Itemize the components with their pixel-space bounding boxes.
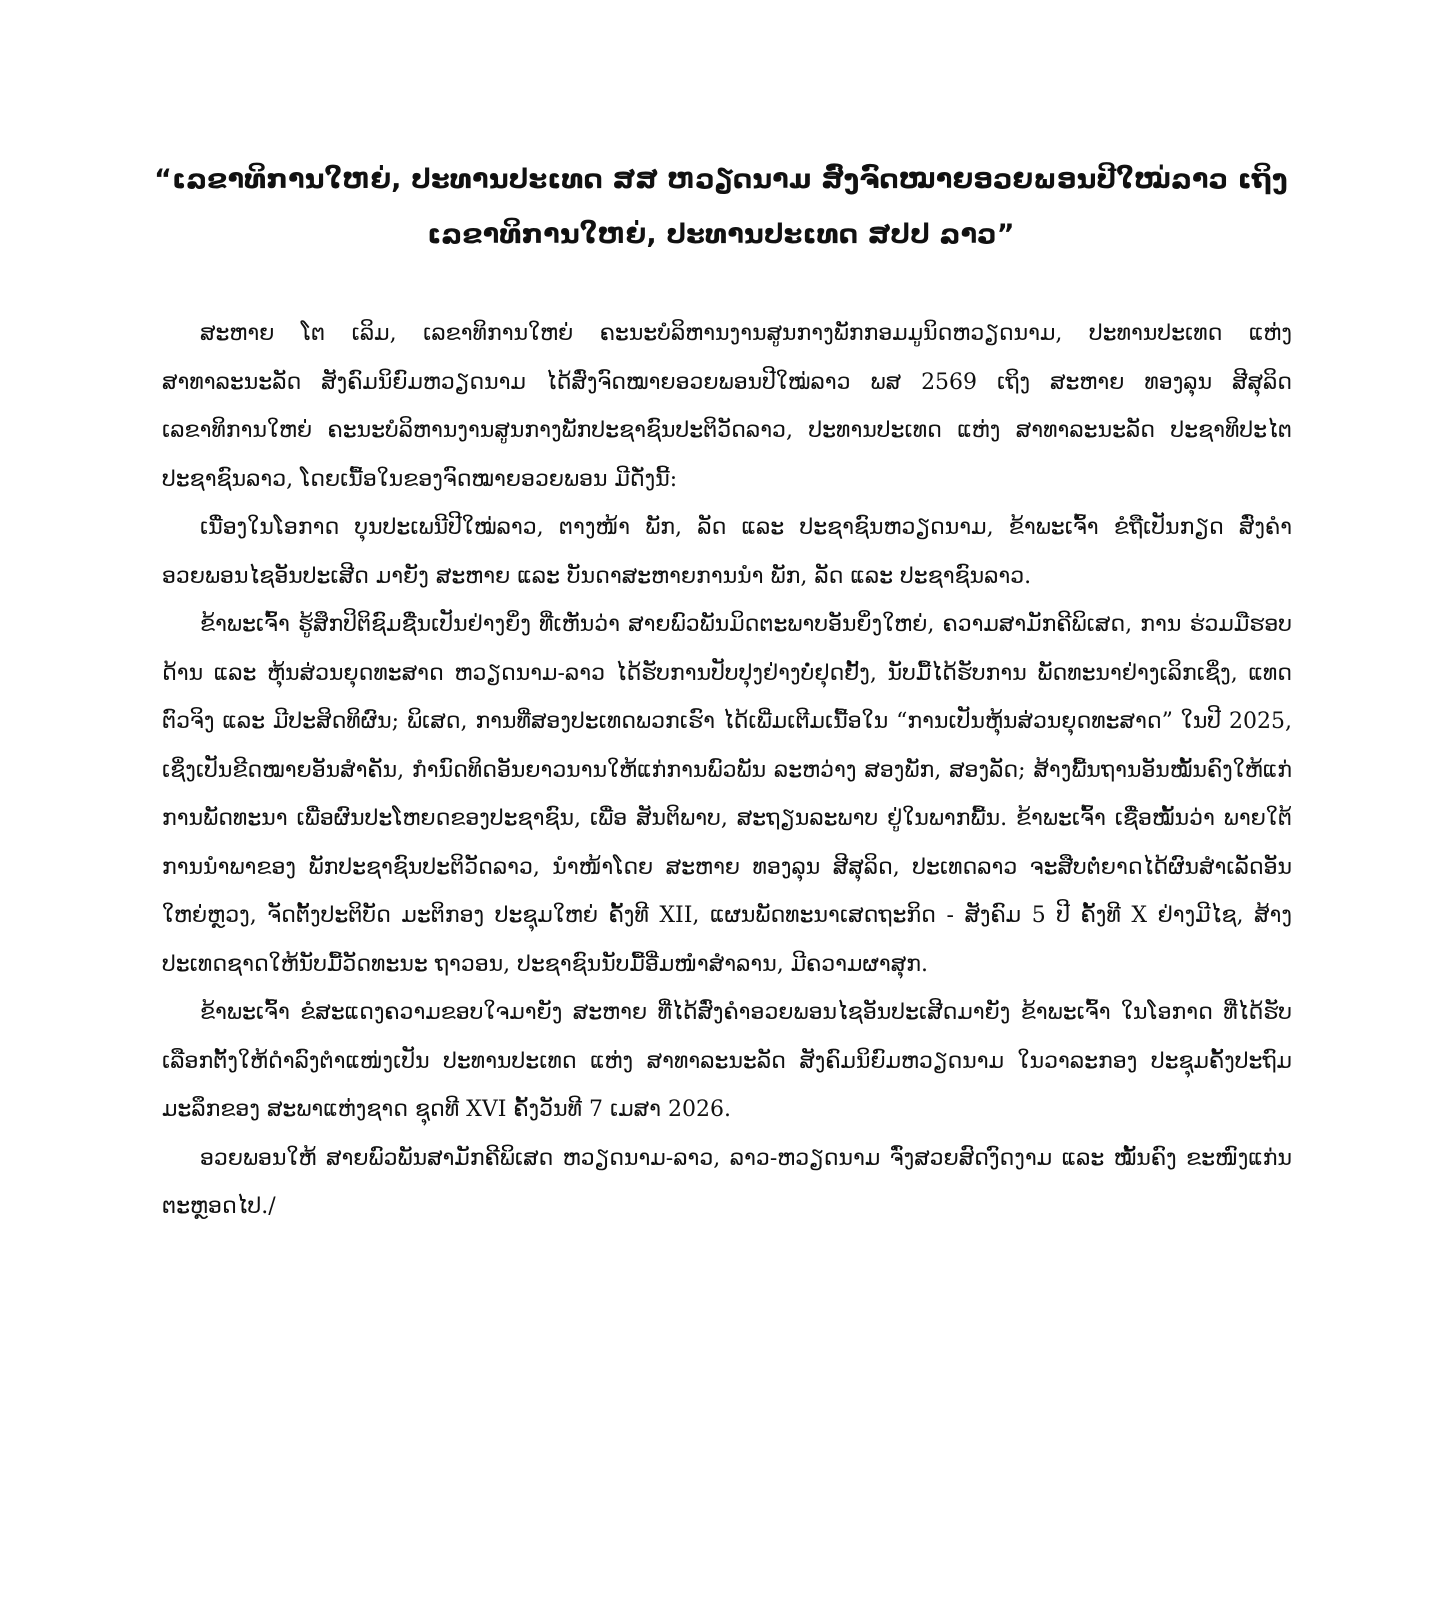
paragraph-closing: ອວຍພອນໃຫ້ ສາຍພົວພັນສາມັກຄີພິເສດ ຫວຽດນາມ-ລາວ, ລາວ-ຫວຽດນາມ ຈົ່ງສວຍສົດງົດງາມ ແລະ ໝັ້ນຄົງ ຂະໜົງແກ່ນຕະຫຼອດໄປ./ — [162, 1145, 1292, 1219]
paragraph-greeting: ເນື່ອງໃນໂອກາດ ບຸນປະເພນີປີໃໝ່ລາວ, ຕາງໜ້າ ພັກ, ລັດ ແລະ ປະຊາຊົນຫວຽດນາມ, ຂ້າພະເຈົ້າ ຂໍຖືເປັນກຽດ ສົ່ງຄຳອວຍພອນໄຊອັນປະເສີດ ມາຍັງ ສະຫາຍ ແລະ ບັນດາສະຫາຍການນຳ ພັກ, ລັດ ແລະ ປະຊາຊົນລາວ. — [162, 515, 1292, 589]
paragraph-thanks: ຂ້າພະເຈົ້າ ຂໍສະແດງຄວາມຂອບໃຈມາຍັງ ສະຫາຍ ທີ່ໄດ້ສົ່ງຄຳອວຍພອນໄຊອັນປະເສີດມາຍັງ ຂ້າພະເຈົ້າ ໃນໂອກາດ ທີ່ໄດ້ຮັບເລືອກຕັ້ງໃຫ້ດຳລົງຕຳແໜ່ງເປັນ ປະທານປະເທດ ແຫ່ງ ສາທາລະນະລັດ ສັງຄົມນິຍົມຫວຽດນາມ ໃນວາລະກອງ ປະຊຸມຄັ້ງປະຖົມມະລຶກຂອງ ສະພາແຫ່ງຊາດ ຊຸດທີ XVI ຄັ້ງວັນທີ 7 ເມສາ 2026. — [162, 1000, 1292, 1122]
document-title: “ເລຂາທິການໃຫຍ່, ປະທານປະເທດ ສສ ຫວຽດນາມ ສົ່ງຈົດໝາຍອວຍພອນປີໃໝ່ລາວ ເຖິງ ເລຂາທິການໃຫຍ່, ປະທານປະເທດ ສປປ ລາວ” — [154, 164, 1288, 250]
document-body — [162, 310, 1292, 1232]
paragraph-relations: ຂ້າພະເຈົ້າ ຮູ້ສຶກປິຕິຊົມຊື່ນເປັນຢ່າງຍິ່ງ ທີ່ເຫັນວ່າ ສາຍພົວພັນມິດຕະພາບອັນຍິ່ງໃຫຍ່, ຄວາມສາມັກຄີພິເສດ, ການ ຮ່ວມມືຮອບດ້ານ ແລະ ຫຸ້ນສ່ວນຍຸດທະສາດ ຫວຽດນາມ-ລາວ ໄດ້ຮັບການປັບປຸງຢ່າງບໍ່ຢຸດຢັ້ງ, ນັບມື້ໄດ້ຮັບການ ພັດທະນາຢ່າງເລິກເຊິ່ງ, ແທດຕົວຈິງ ແລະ ມີປະສິດທິຜົນ; ພິເສດ, ການທີ່ສອງປະເທດພວກເຮົາ ໄດ້ເພີ່ມເຕີມເນື້ອໃນ “ການເປັນຫຸ້ນສ່ວນຍຸດທະສາດ” ໃນປີ 2025, ເຊິ່ງເປັນຂີດໝາຍອັນສຳຄັນ, ກຳນົດທິດອັນຍາວນານໃຫ້ແກ່ການພົວພັນ ລະຫວ່າງ ສອງພັກ, ສອງລັດ; ສ້າງພື້ນຖານອັນໝັ້ນຄົງໃຫ້ແກ່ການພັດທະນາ ເພື່ອຜົນປະໂຫຍດຂອງປະຊາຊົນ, ເພື່ອ ສັນຕິພາບ, ສະຖຽນລະພາບ ຢູ່ໃນພາກພື້ນ. ຂ້າພະເຈົ້າ ເຊື່ອໝັ້ນວ່າ ພາຍໃຕ້ການນຳພາຂອງ ພັກປະຊາຊົນປະຕິວັດລາວ, ນຳໜ້າໂດຍ ສະຫາຍ ທອງລຸນ ສີສຸລິດ, ປະເທດລາວ ຈະສືບຕໍ່ຍາດໄດ້ຜົນສຳເລັດອັນໃຫຍ່ຫຼວງ, ຈັດຕັ້ງປະຕິບັດ ມະຕິກອງ ປະຊຸມໃຫຍ່ ຄັ້ງທີ XII, ແຜນພັດທະນາເສດຖະກິດ - ສັງຄົມ 5 ປີ ຄັ້ງທີ X ຢ່າງມີໄຊ, ສ້າງປະເທດຊາດໃຫ້ນັບມື້ວັດທະນະ ຖາວອນ, ປະຊາຊົນນັບມື້ອີ່ມໜຳສຳລານ, ມີຄວາມຜາສຸກ. — [162, 612, 1292, 977]
paragraph-intro: ສະຫາຍ ໂຕ ເລິມ, ເລຂາທິການໃຫຍ່ ຄະນະບໍລິຫານງານສູນກາງພັກກອມມູນິດຫວຽດນາມ, ປະທານປະເທດ ແຫ່ງ ສາທາລະນະລັດ ສັງຄົມນິຍົມຫວຽດນາມ ໄດ້ສົ່ງຈົດໝາຍອວຍພອນປີໃໝ່ລາວ ພສ 2569 ເຖິງ ສະຫາຍ ທອງລຸນ ສີສຸລິດ ເລຂາທິການໃຫຍ່ ຄະນະບໍລິຫານງານສູນກາງພັກປະຊາຊົນປະຕິວັດລາວ, ປະທານປະເທດ ແຫ່ງ ສາທາລະນະລັດ ປະຊາທິປະໄຕ ປະຊາຊົນລາວ, ໂດຍເນື້ອໃນຂອງຈົດໝາຍອວຍພອນ ມີດັ່ງນີ້: — [162, 321, 1292, 492]
